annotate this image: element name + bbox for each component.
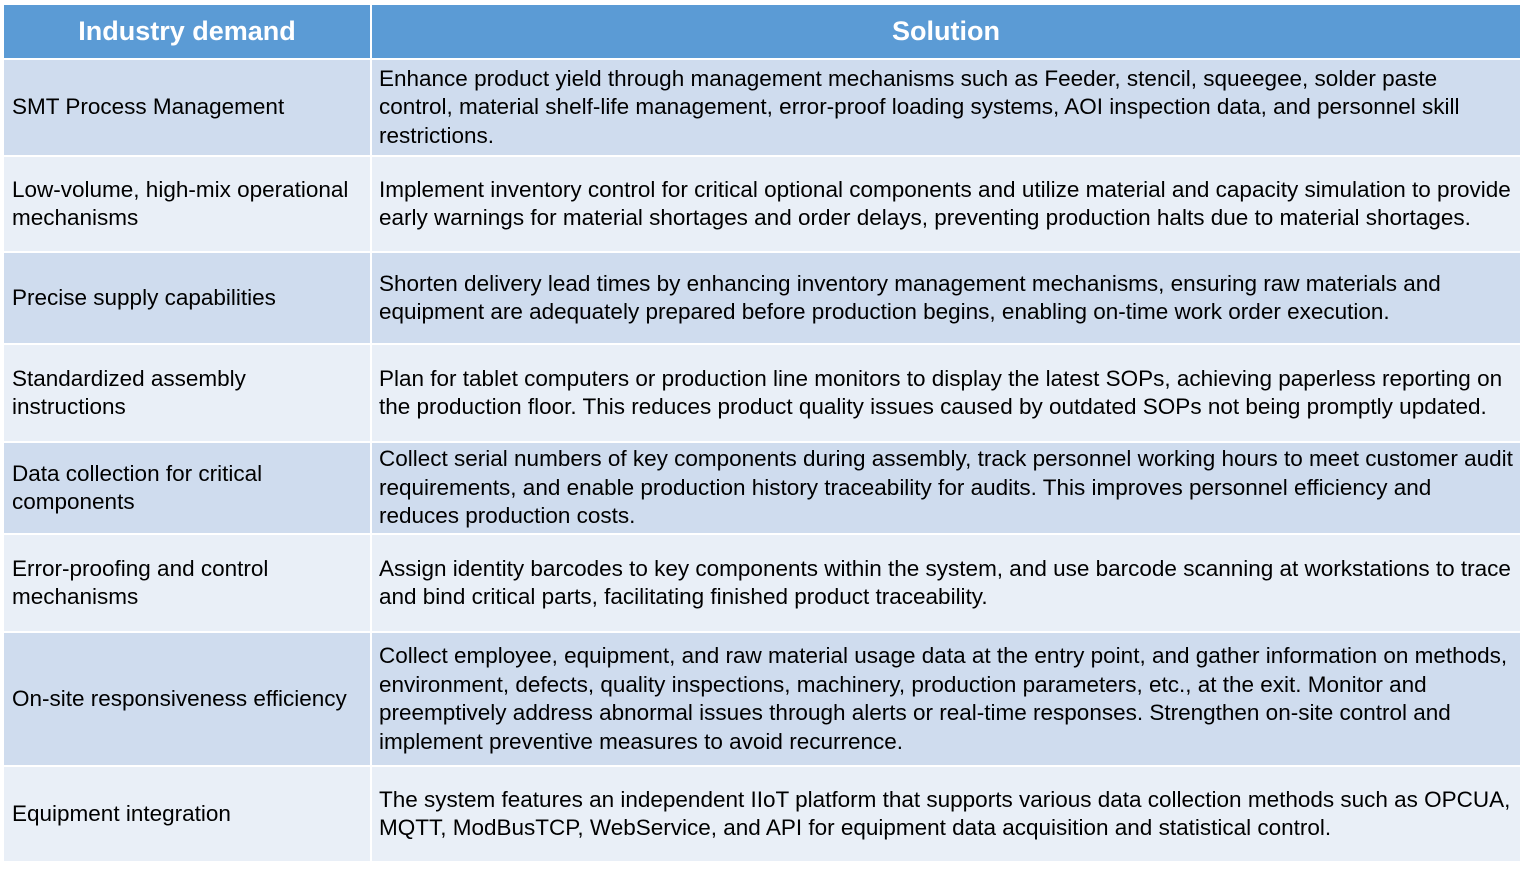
header-row	[3, 4, 1521, 59]
industry-demand-cell: Data collection for critical components	[3, 442, 371, 534]
solution-cell: Implement inventory control for critical optional components and utilize material and capacity simulation to provide early warnings for material shortages and order delays, preventing production halts due to material shortages.	[371, 156, 1521, 252]
table-row	[3, 344, 1521, 442]
table-row	[3, 534, 1521, 632]
solution-cell: Plan for tablet computers or production line monitors to display the latest SOPs, achieving paperless reporting on the production floor. This reduces product quality issues caused by outdated SOPs not being promptly updated.	[371, 344, 1521, 442]
solution-cell: The system features an independent IIoT platform that supports various data collection methods such as OPCUA, MQTT, ModBusTCP, WebService, and API for equipment data acquisition and statistical control.	[371, 766, 1521, 862]
industry-demand-cell: Low-volume, high-mix operational mechanisms	[3, 156, 371, 252]
industry-demand-cell: On-site responsiveness efficiency	[3, 632, 371, 766]
solution-cell: Assign identity barcodes to key components within the system, and use barcode scanning at workstations to trace and bind critical parts, facilitating finished product traceability.	[371, 534, 1521, 632]
industry-demand-cell: SMT Process Management	[3, 59, 371, 156]
solution-cell: Collect serial numbers of key components during assembly, track personnel working hours to meet customer audit requirements, and enable production history traceability for audits. This improves personnel efficiency and reduces production costs.	[371, 442, 1521, 534]
table-row	[3, 59, 1521, 156]
table-row	[3, 632, 1521, 766]
header-solution: Solution	[371, 4, 1521, 59]
industry-demand-cell: Error-proofing and control mechanisms	[3, 534, 371, 632]
header-industry-demand: Industry demand	[3, 4, 371, 59]
demand-solution-table-container	[2, 3, 1520, 863]
solution-cell: Shorten delivery lead times by enhancing inventory management mechanisms, ensuring raw materials and equipment are adequately prepared before production begins, enabling on-time work order execution.	[371, 252, 1521, 344]
demand-solution-table	[2, 3, 1522, 863]
industry-demand-cell: Precise supply capabilities	[3, 252, 371, 344]
table-row	[3, 442, 1521, 534]
solution-cell: Collect employee, equipment, and raw material usage data at the entry point, and gather information on methods, environment, defects, quality inspections, machinery, production parameters, etc., at the exit. Monitor and preemptively address abnormal issues through alerts or real-time responses. Strengthen on-site control and implement preventive measures to avoid recurrence.	[371, 632, 1521, 766]
table-row	[3, 252, 1521, 344]
table-row	[3, 766, 1521, 862]
solution-cell: Enhance product yield through management mechanisms such as Feeder, stencil, squeegee, solder paste control, material shelf-life management, error-proof loading systems, AOI inspection data, and personnel skill restrictions.	[371, 59, 1521, 156]
industry-demand-cell: Standardized assembly instructions	[3, 344, 371, 442]
table-row	[3, 156, 1521, 252]
industry-demand-cell: Equipment integration	[3, 766, 371, 862]
